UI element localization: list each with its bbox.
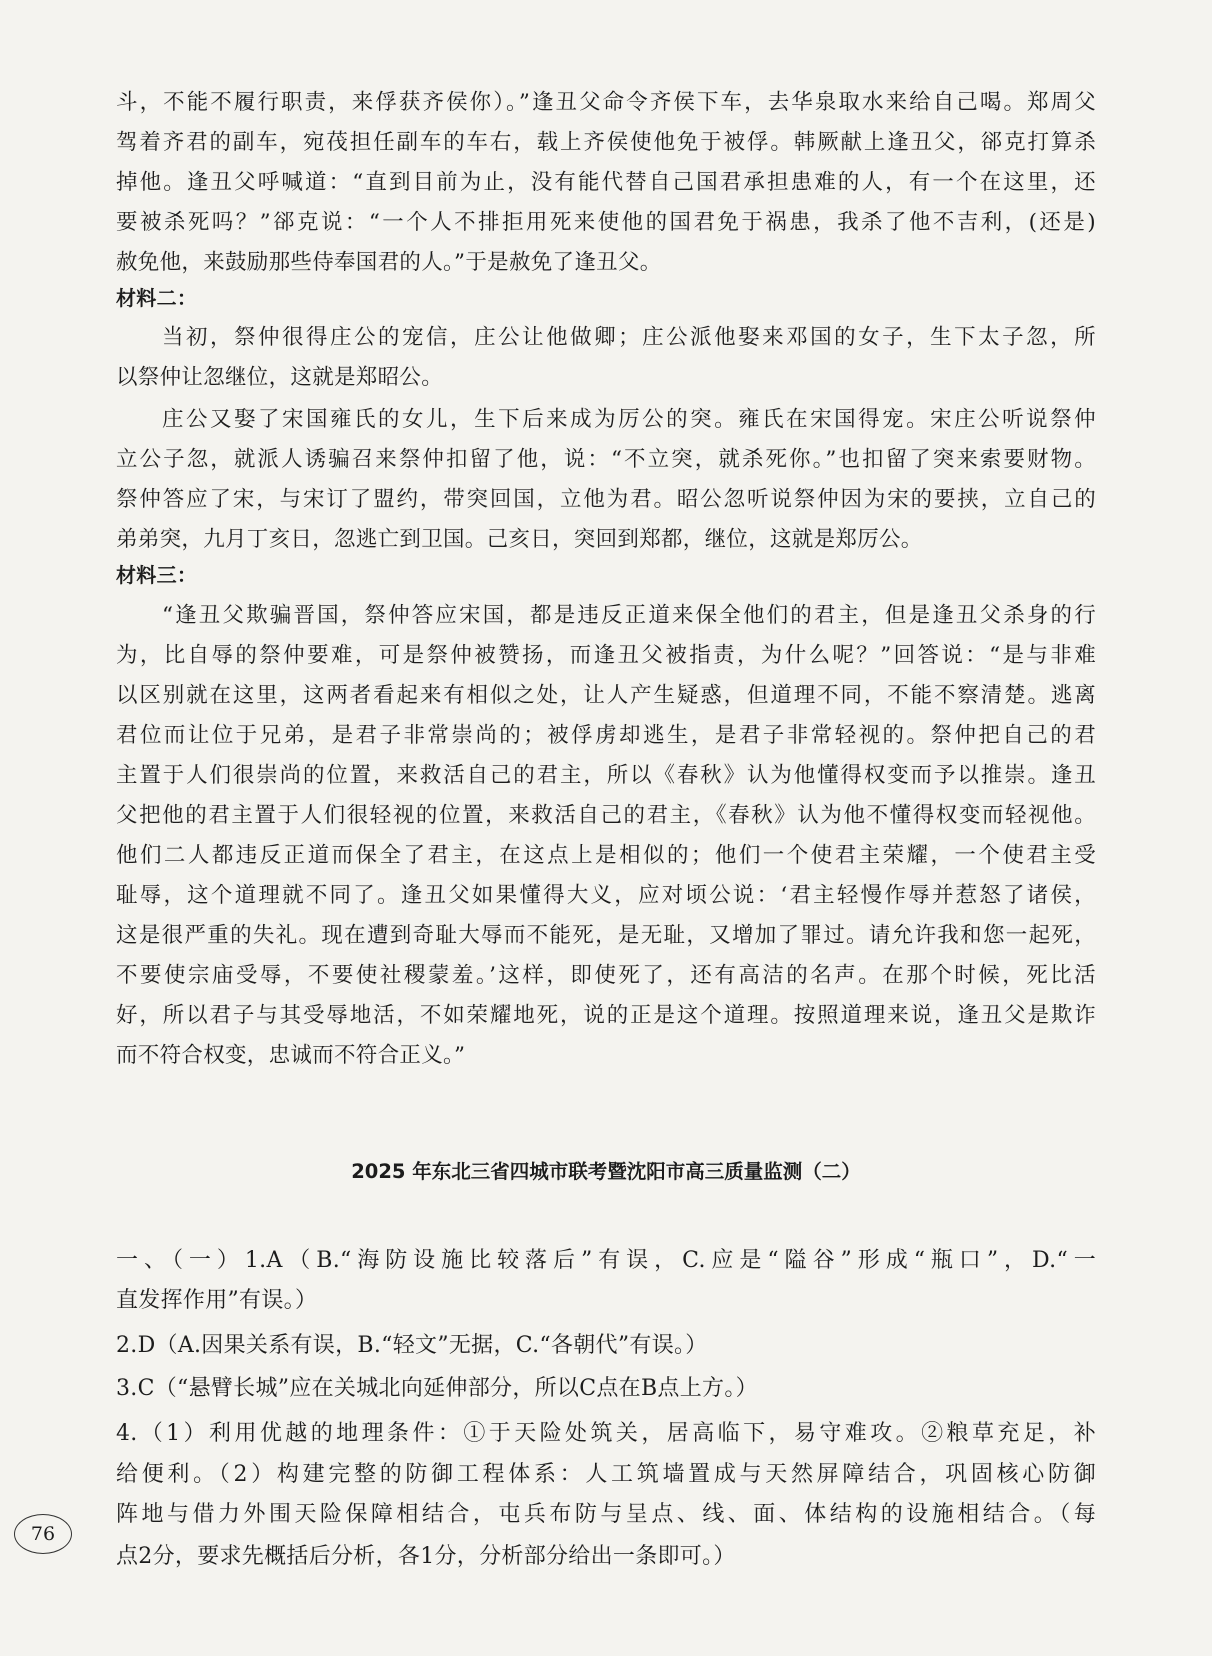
- text-line: 好，所以君子与其受辱地活，不如荣耀地死，说的正是这个道理。按照道理来说，逢丑父是欺诈: [116, 1003, 1096, 1028]
- text-line: 庄公又娶了宋国雍氏的女儿，生下后来成为厉公的突。雍氏在宋国得宠。宋庄公听说祭仲: [162, 407, 1096, 432]
- exam-title: 2025 年东北三省四城市联考暨沈阳市高三质量监测（二）: [351, 1160, 861, 1183]
- text-line: 当初，祭仲很得庄公的宠信，庄公让他做卿；庄公派他娶来邓国的女子，生下太子忽，所: [162, 325, 1096, 350]
- page-number: 76: [14, 1514, 72, 1554]
- text-line: 而不符合权变，忠诚而不符合正义。”: [116, 1043, 466, 1068]
- answer-line: 3.C（“悬臂长城”应在关城北向延伸部分，所以C点在B点上方。）: [116, 1376, 758, 1401]
- text-line: 祭仲答应了宋，与宋订了盟约，带突回国，立他为君。昭公忽听说祭仲因为宋的要挟，立自己的: [116, 487, 1096, 512]
- answer-line: 4.（1）利用优越的地理条件：①于天险处筑关，居高临下，易守难攻。②粮草充足，补: [116, 1421, 1096, 1446]
- text-line: 驾着齐君的副车，宛茷担任副车的车右，载上齐侯使他免于被俘。韩厥献上逢丑父，郤克打算杀: [116, 130, 1096, 155]
- answer-line: 给便利。（2）构建完整的防御工程体系：人工筑墙置成与天然屏障结合，巩固核心防御: [116, 1462, 1096, 1487]
- text-line: 不要使宗庙受辱，不要使社稷蒙羞。’这样，即使死了，还有高洁的名声。在那个时候，死比活: [116, 963, 1096, 988]
- text-line: 以区别就在这里，这两者看起来有相似之处，让人产生疑惑，但道理不同，不能不察清楚。逃离: [116, 683, 1096, 708]
- text-line: 掉他。逢丑父呼喊道：“直到目前为止，没有能代替自己国君承担患难的人，有一个在这里，还: [116, 170, 1096, 195]
- answer-line: 直发挥作用”有误。）: [116, 1288, 318, 1313]
- text-line: 立公子忽，就派人诱骗召来祭仲扣留了他，说：“不立突，就杀死你。”也扣留了突来索要财物。: [116, 447, 1096, 472]
- text-line: 赦免他，来鼓励那些侍奉国君的人。”于是赦免了逢丑父。: [116, 250, 662, 275]
- answer-line: 阵地与借力外围天险保障相结合，屯兵布防与呈点、线、面、体结构的设施相结合。（每: [116, 1502, 1096, 1527]
- text-line: 弟弟突，九月丁亥日，忽逃亡到卫国。己亥日，突回到郑都，继位，这就是郑厉公。: [116, 527, 923, 552]
- answer-line: 点2分，要求先概括后分析，各1分，分析部分给出一条即可。）: [116, 1544, 736, 1569]
- text-line: 君位而让位于兄弟，是君子非常崇尚的；被俘虏却逃生，是君子非常轻视的。祭仲把自己的君: [116, 723, 1096, 748]
- text-line: 要被杀死吗？”郤克说：“一个人不排拒用死来使他的国君免于祸患，我杀了他不吉利，(还是): [116, 210, 1096, 235]
- answer-line: 一、（一）1.A（B.“海防设施比较落后”有误，C.应是“隘谷”形成“瓶口”，D.“一: [116, 1248, 1096, 1273]
- text-line: 他们二人都违反正道而保全了君主，在这点上是相似的；他们一个使君主荣耀，一个使君主受: [116, 843, 1096, 868]
- text-line: 为，比自辱的祭仲要难，可是祭仲被赞扬，而逢丑父被指责，为什么呢？”回答说：“是与非难: [116, 643, 1096, 668]
- text-line: 耻辱，这个道理就不同了。逢丑父如果懂得大义，应对顷公说：‘君主轻慢作辱并惹怒了诸侯，: [116, 883, 1096, 908]
- text-line: 主置于人们很崇尚的位置，来救活自己的君主，所以《春秋》认为他懂得权变而予以推崇。逢丑: [116, 763, 1096, 788]
- text-line: “逢丑父欺骗晋国，祭仲答应宋国，都是违反正道来保全他们的君主，但是逢丑父杀身的行: [162, 603, 1096, 628]
- material-two-heading: 材料二：: [116, 286, 198, 310]
- text-line: 以祭仲让忽继位，这就是郑昭公。: [116, 365, 444, 390]
- material-three-heading: 材料三：: [116, 563, 198, 587]
- text-line: 这是很严重的失礼。现在遭到奇耻大辱而不能死，是无耻，又增加了罪过。请允许我和您一起死，: [116, 923, 1096, 948]
- text-line: 斗，不能不履行职责，来俘获齐侯你）。”逢丑父命令齐侯下车，去华泉取水来给自己喝。郑周父: [116, 90, 1096, 115]
- answer-line: 2.D（A.因果关系有误，B.“轻文”无据，C.“各朝代”有误。）: [116, 1333, 708, 1358]
- text-line: 父把他的君主置于人们很轻视的位置，来救活自己的君主，《春秋》认为他不懂得权变而轻视他。: [116, 803, 1096, 828]
